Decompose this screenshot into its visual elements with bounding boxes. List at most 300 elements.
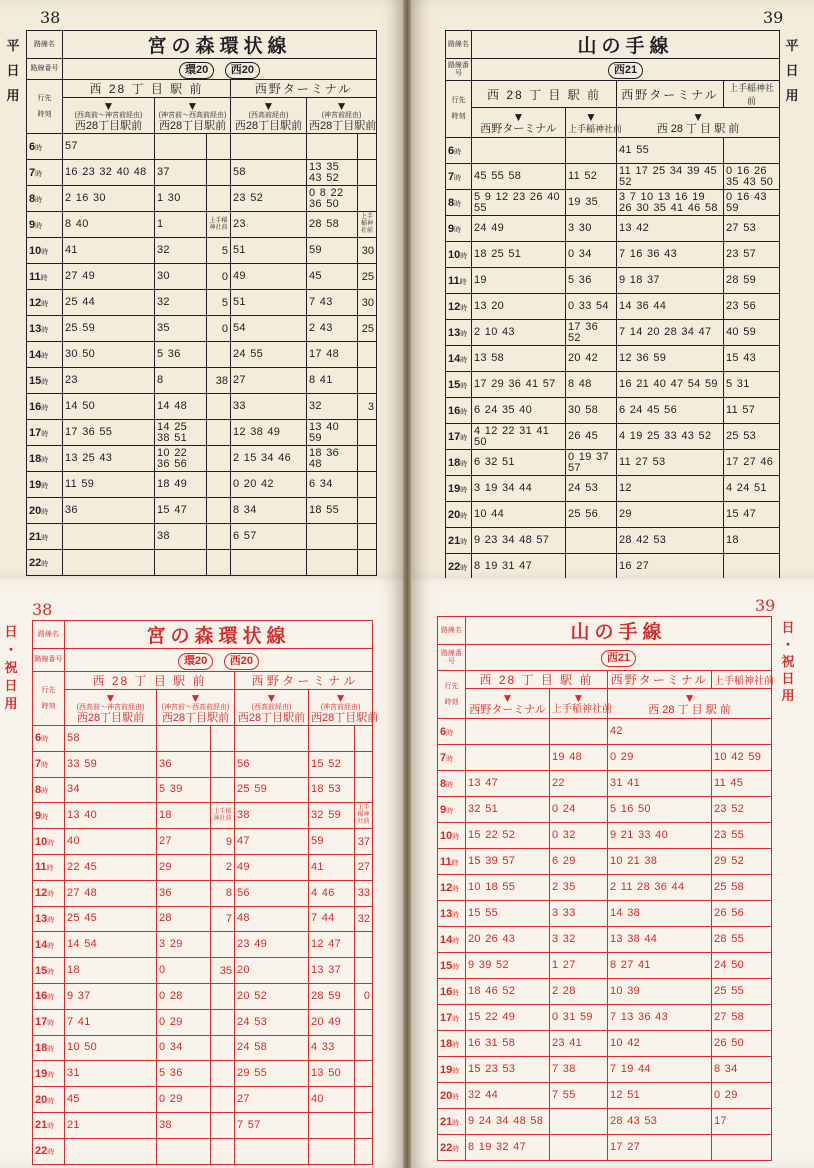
- shrine-column-caption: 上手稲神社前: [209, 217, 228, 231]
- minutes-cell: 9 23 34 48 57: [472, 528, 566, 554]
- side-char: 用: [4, 697, 18, 712]
- shrine-minutes-cell: 38: [207, 368, 231, 394]
- weekday-spread: [0, 0, 814, 578]
- minutes-cell: 25 55: [712, 979, 772, 1005]
- minutes-cell: [157, 726, 211, 752]
- minutes-cell: 12 47: [309, 932, 355, 958]
- minutes-cell: [231, 134, 307, 160]
- hour-value: 19: [29, 478, 42, 491]
- timetable-row: [438, 745, 772, 771]
- minutes-cell: [466, 719, 550, 745]
- minutes-cell: 0 8 22 36 50: [307, 186, 358, 212]
- minutes-cell: 0 32: [550, 823, 608, 849]
- minutes-cell: 17 29 36 41 57: [472, 372, 566, 398]
- shrine-minutes-cell: [207, 472, 231, 498]
- minutes-cell: 59: [309, 829, 355, 855]
- timetable-row: [27, 394, 377, 420]
- hour-suffix: 時: [41, 430, 49, 438]
- minutes-cell: 26 50: [712, 1031, 772, 1057]
- column-destination: 西28丁目駅前: [234, 119, 303, 132]
- hour-suffix: 時: [47, 994, 55, 1002]
- hour-suffix: 時: [47, 1020, 55, 1028]
- minutes-cell: 4 33: [309, 1035, 355, 1061]
- hour-value: 17: [440, 1011, 453, 1024]
- side-char: 日: [785, 64, 799, 79]
- minutes-cell: 7 14 20 28 34 47: [617, 320, 724, 346]
- minutes-cell: 16 31 58: [466, 1031, 550, 1057]
- shrine-minutes-cell: 9: [211, 829, 235, 855]
- timetable-row: [446, 528, 780, 554]
- hour-suffix: 時: [452, 833, 460, 841]
- hour-cell: [438, 797, 466, 823]
- arrow-down-icon: ▼: [501, 690, 514, 705]
- hour-suffix: 時: [460, 252, 468, 260]
- minutes-cell: 0 34: [157, 1035, 211, 1061]
- timetable-row: [446, 346, 780, 372]
- shrine-column-caption: 上手稲神社前: [357, 805, 370, 826]
- minutes-cell: 13 42: [617, 216, 724, 242]
- hour-cell: [446, 528, 472, 554]
- hour-value: 8: [440, 777, 447, 790]
- minutes-cell: 10 21 38: [608, 849, 712, 875]
- hour-cell: [446, 320, 472, 346]
- minutes-cell: 0 20 42: [231, 472, 307, 498]
- minutes-cell: 32: [307, 394, 358, 420]
- hour-value: 13: [440, 907, 453, 920]
- minutes-cell: 17 27 46: [724, 450, 780, 476]
- minutes-cell: 11 27 53: [617, 450, 724, 476]
- minutes-cell: 27 58: [712, 1005, 772, 1031]
- arrow-down-icon: ▼: [262, 98, 275, 113]
- minutes-cell: 0 19 37 57: [566, 450, 617, 476]
- hour-cell: [33, 1009, 65, 1035]
- holiday-miyanomori-timetable: [32, 620, 379, 1165]
- minutes-cell: 0 29: [608, 745, 712, 771]
- minutes-cell: 16 23 32 40 48: [63, 160, 155, 186]
- route-chips: [466, 645, 772, 671]
- hour-suffix: 時: [40, 274, 48, 282]
- column-destination: 上手稲神社前: [552, 703, 612, 715]
- shrine-minutes-cell: [211, 751, 235, 777]
- hour-value: 20: [29, 504, 42, 517]
- timetable-row: [438, 1031, 772, 1057]
- shrine-minutes-cell: [207, 134, 231, 160]
- hour-suffix: 時: [452, 911, 460, 919]
- hour-value: 7: [440, 751, 447, 764]
- timetable-row: [27, 524, 377, 550]
- shrine-minutes-cell: [355, 932, 373, 958]
- hour-cell: [446, 164, 472, 190]
- minutes-cell: 10 18 55: [466, 875, 550, 901]
- column-destination: 西28丁目駅前: [309, 119, 377, 132]
- minutes-cell: 16 27: [617, 554, 724, 580]
- minutes-cell: 9 39 52: [466, 953, 550, 979]
- arrow-down-icon: ▼: [585, 109, 597, 124]
- minutes-cell: 8 48: [566, 372, 617, 398]
- minutes-cell: 8 34: [712, 1057, 772, 1083]
- hour-cell: [438, 1109, 466, 1135]
- minutes-cell: 41 55: [617, 138, 724, 164]
- hour-value: 11: [440, 855, 452, 868]
- hour-value: 11: [448, 274, 460, 287]
- minutes-cell: 6 32 51: [472, 450, 566, 476]
- hour-cell: [438, 1005, 466, 1031]
- hour-suffix: 時: [460, 538, 468, 546]
- weekday-side-label: [4, 34, 22, 109]
- minutes-cell: 13 58: [472, 346, 566, 372]
- hour-value: 14: [35, 938, 48, 951]
- hour-cell: [446, 424, 472, 450]
- minutes-cell: 2 11 28 36 44: [608, 875, 712, 901]
- hour-suffix: 時: [446, 807, 454, 815]
- minutes-cell: 11 45: [712, 771, 772, 797]
- hour-suffix: 時: [452, 989, 460, 997]
- minutes-cell: 26 56: [712, 901, 772, 927]
- column-header: [309, 690, 379, 726]
- hour-suffix: 時: [460, 512, 468, 520]
- minutes-cell: 14 48: [155, 394, 207, 420]
- minutes-cell: [157, 1138, 211, 1164]
- minutes-cell: 23 52: [712, 797, 772, 823]
- hour-cell: [27, 316, 63, 342]
- hour-suffix: 時: [47, 1123, 55, 1131]
- hour-suffix: 時: [452, 1119, 460, 1127]
- minutes-cell: 28 43 53: [608, 1109, 712, 1135]
- column-via: (神宮前経由): [320, 703, 361, 711]
- timetable-row: [27, 550, 377, 576]
- minutes-cell: [466, 745, 550, 771]
- hour-suffix: 時: [41, 560, 49, 568]
- route-chip: 西21: [608, 62, 643, 79]
- hour-suffix: 時: [47, 968, 55, 976]
- hour-value: 16: [448, 404, 461, 417]
- minutes-cell: 20 26 43: [466, 927, 550, 953]
- holiday-right-page: [411, 578, 814, 1168]
- hour-cell: [446, 398, 472, 424]
- minutes-cell: 25 53: [724, 424, 780, 450]
- timetable-row: [33, 958, 373, 984]
- shrine-minutes-cell: [358, 472, 377, 498]
- minutes-cell: 19: [472, 268, 566, 294]
- minutes-cell: 56: [235, 751, 309, 777]
- hour-suffix: 時: [460, 434, 468, 442]
- shrine-minutes-cell: 0: [207, 316, 231, 342]
- destination-label: 行先: [444, 682, 459, 690]
- timetable-row: [438, 953, 772, 979]
- minutes-cell: [235, 726, 309, 752]
- minutes-cell: 32 59: [309, 803, 355, 829]
- minutes-cell: 7 41: [65, 1009, 157, 1035]
- minutes-cell: 29 55: [235, 1061, 309, 1087]
- column-destination: 西野ターミナル: [469, 703, 546, 716]
- route-number-label: 路線番号: [446, 59, 472, 81]
- minutes-cell: 8 19 32 47: [466, 1135, 550, 1161]
- route-chip: 環20: [178, 653, 213, 670]
- minutes-cell: 10 22 36 56: [155, 446, 207, 472]
- minutes-cell: [155, 134, 207, 160]
- shrine-minutes-cell: [207, 420, 231, 446]
- hour-value: 12: [35, 887, 48, 900]
- minutes-cell: 20 42: [566, 346, 617, 372]
- minutes-cell: 3 7 10 13 16 19 26 30 35 41 46 58: [617, 190, 724, 216]
- destination-time-label: [27, 80, 63, 134]
- minutes-cell: 24 50: [712, 953, 772, 979]
- timetable-row: [27, 368, 377, 394]
- hour-cell: [33, 829, 65, 855]
- shrine-minutes-cell: [355, 726, 373, 752]
- hour-value: 17: [29, 426, 42, 439]
- minutes-cell: 15 23 53: [466, 1057, 550, 1083]
- shrine-minutes-cell: [211, 932, 235, 958]
- timetable-row: [438, 1057, 772, 1083]
- timetable-row: [33, 751, 373, 777]
- minutes-cell: [712, 1135, 772, 1161]
- timetable-row: [27, 498, 377, 524]
- route-chip: 西20: [224, 653, 259, 670]
- line-name-label: 路線名: [33, 621, 65, 649]
- minutes-cell: 18 46 52: [466, 979, 550, 1005]
- destination-header: 西野ターミナル: [231, 80, 377, 98]
- minutes-cell: 2 35: [550, 875, 608, 901]
- minutes-cell: 29: [157, 854, 211, 880]
- hour-value: 22: [35, 1145, 48, 1158]
- minutes-cell: 5 9 12 23 26 40 55: [472, 190, 566, 216]
- column-via: (神宮前〜西高前経由): [161, 703, 230, 711]
- minutes-cell: 15 39 57: [466, 849, 550, 875]
- minutes-cell: 6 57: [231, 524, 307, 550]
- timetable-row: [446, 372, 780, 398]
- minutes-cell: 14 50: [63, 394, 155, 420]
- minutes-cell: 45 55 58: [472, 164, 566, 190]
- minutes-cell: 36: [63, 498, 155, 524]
- minutes-cell: 17 36 52: [566, 320, 617, 346]
- hour-cell: [438, 1135, 466, 1161]
- timetable-row: [446, 320, 780, 346]
- route-chips: [63, 59, 377, 80]
- hour-suffix: 時: [41, 248, 49, 256]
- shrine-minutes-cell: [358, 160, 377, 186]
- shrine-minutes-cell: [355, 751, 373, 777]
- minutes-cell: 7 44: [309, 906, 355, 932]
- hour-cell: [33, 1112, 65, 1138]
- hour-cell: [27, 394, 63, 420]
- line-name-label: 路線名: [438, 617, 466, 645]
- side-char: 用: [785, 89, 799, 104]
- timetable-row: [27, 446, 377, 472]
- hour-value: 22: [448, 560, 461, 573]
- column-destination: 上手稲神社前: [568, 123, 623, 134]
- minutes-cell: 0 28: [157, 983, 211, 1009]
- hour-value: 21: [29, 530, 42, 543]
- hour-value: 11: [29, 270, 41, 283]
- minutes-cell: 13 35 43 52: [307, 160, 358, 186]
- hour-suffix: 時: [452, 937, 460, 945]
- column-header: [550, 689, 612, 719]
- minutes-cell: 11 52: [566, 164, 617, 190]
- hour-cell: [33, 1061, 65, 1087]
- arrow-down-icon: ▼: [104, 690, 117, 705]
- holiday-yamanote-timetable: [437, 616, 772, 1161]
- minutes-cell: 0 16 26 35 43 50: [724, 164, 780, 190]
- hour-value: 8: [29, 192, 36, 205]
- side-char: ・: [781, 638, 795, 653]
- shrine-minutes-cell: [207, 160, 231, 186]
- timetable-row: [33, 829, 373, 855]
- destination-time-label: [438, 671, 466, 719]
- shrine-minutes-cell: [355, 1087, 373, 1113]
- minutes-cell: 27: [235, 1087, 309, 1113]
- hour-value: 14: [448, 352, 461, 365]
- minutes-cell: 11 57: [724, 398, 780, 424]
- hour-value: 11: [35, 861, 47, 874]
- timetable-row: [438, 1005, 772, 1031]
- hour-suffix: 時: [47, 942, 55, 950]
- minutes-cell: 14 25 38 51: [155, 420, 207, 446]
- minutes-cell: 19 35: [566, 190, 617, 216]
- minutes-cell: 0 16 43 59: [724, 190, 780, 216]
- minutes-cell: 19 48: [550, 745, 608, 771]
- column-via: (西高前経由): [248, 111, 289, 119]
- timetable-row: [27, 290, 377, 316]
- shrine-minutes-cell: 2: [211, 854, 235, 880]
- minutes-cell: 13 37: [309, 958, 355, 984]
- minutes-cell: 25 45: [65, 906, 157, 932]
- shrine-minutes-cell: [358, 186, 377, 212]
- page-number: 39: [755, 596, 776, 615]
- destination-header: 上手稲神社前: [712, 671, 772, 689]
- destination-header: 西野ターミナル: [608, 671, 712, 689]
- minutes-cell: 0 24: [550, 797, 608, 823]
- minutes-cell: 3 29: [157, 932, 211, 958]
- column-destination: 西28丁目駅前: [237, 711, 306, 724]
- destination-header: 西 28 丁 目 駅 前: [63, 80, 231, 98]
- side-char: 日: [781, 672, 795, 687]
- shrine-minutes-cell: [211, 803, 235, 829]
- column-header: [155, 98, 231, 134]
- hour-cell: [27, 342, 63, 368]
- destination-label: 行先: [451, 97, 466, 104]
- hour-cell: [27, 290, 63, 316]
- shrine-minutes-cell: [355, 803, 373, 829]
- hour-suffix: 時: [460, 356, 468, 364]
- shrine-minutes-cell: 0: [355, 983, 373, 1009]
- shrine-minutes-cell: 7: [211, 906, 235, 932]
- line-name-label: 路線名: [27, 31, 63, 59]
- minutes-cell: 30 58: [566, 398, 617, 424]
- timetable-row: [446, 216, 780, 242]
- holiday-side-label: [2, 624, 20, 714]
- page-number: 38: [40, 8, 61, 27]
- hour-cell: [438, 979, 466, 1005]
- shrine-minutes-cell: [211, 1087, 235, 1113]
- minutes-cell: 9 21 33 40: [608, 823, 712, 849]
- minutes-cell: [65, 1138, 157, 1164]
- hour-cell: [446, 346, 472, 372]
- timetable-row: [438, 875, 772, 901]
- minutes-cell: 15 22 52: [466, 823, 550, 849]
- hour-value: 9: [448, 222, 455, 235]
- timetable-row: [446, 398, 780, 424]
- hour-suffix: 時: [35, 222, 43, 230]
- timetable-row: [446, 190, 780, 216]
- hour-value: 13: [35, 912, 48, 925]
- hour-value: 10: [448, 248, 461, 261]
- minutes-cell: 10 44: [472, 502, 566, 528]
- side-char: 平: [6, 39, 20, 54]
- minutes-cell: 24 49: [472, 216, 566, 242]
- minutes-cell: 6 34: [307, 472, 358, 498]
- shrine-minutes-cell: [207, 212, 231, 238]
- shrine-minutes-cell: 30: [358, 290, 377, 316]
- timetable-row: [33, 1035, 373, 1061]
- hour-cell: [438, 745, 466, 771]
- minutes-cell: 0 29: [157, 1087, 211, 1113]
- route-chips: [65, 649, 373, 672]
- minutes-cell: 32 44: [466, 1083, 550, 1109]
- minutes-cell: 37: [155, 160, 207, 186]
- minutes-cell: [550, 1109, 608, 1135]
- holiday-spread: [0, 578, 814, 1168]
- minutes-cell: 9 24 34 48 58: [466, 1109, 550, 1135]
- shrine-minutes-cell: 5: [207, 290, 231, 316]
- minutes-cell: 13 40: [65, 803, 157, 829]
- shrine-minutes-cell: [358, 446, 377, 472]
- shrine-minutes-cell: [207, 186, 231, 212]
- timetable-row: [33, 1112, 373, 1138]
- minutes-cell: 38: [155, 524, 207, 550]
- shrine-minutes-cell: [211, 1138, 235, 1164]
- shrine-minutes-cell: [207, 394, 231, 420]
- weekday-side-label: [783, 34, 801, 109]
- hour-cell: [438, 901, 466, 927]
- minutes-cell: 48: [235, 906, 309, 932]
- hour-suffix: 時: [47, 891, 55, 899]
- shrine-column-caption: 上手稲神社前: [361, 214, 374, 234]
- minutes-cell: 24 58: [235, 1035, 309, 1061]
- hour-value: 18: [440, 1037, 453, 1050]
- minutes-cell: 42: [608, 719, 712, 745]
- minutes-cell: 38: [235, 803, 309, 829]
- arrow-down-icon: ▼: [692, 109, 704, 124]
- shrine-minutes-cell: [211, 1112, 235, 1138]
- hour-suffix: 時: [446, 781, 454, 789]
- hour-cell: [33, 1087, 65, 1113]
- minutes-cell: 33: [231, 394, 307, 420]
- minutes-cell: [724, 138, 780, 164]
- minutes-cell: 45: [307, 264, 358, 290]
- hour-cell: [27, 186, 63, 212]
- hour-suffix: 時: [41, 326, 49, 334]
- hour-cell: [438, 1083, 466, 1109]
- minutes-cell: 10 42 59: [712, 745, 772, 771]
- holiday-side-label: [779, 620, 797, 705]
- hour-value: 19: [448, 482, 461, 495]
- timetable-row: [438, 1135, 772, 1161]
- minutes-cell: [307, 134, 358, 160]
- hour-suffix: 時: [452, 1041, 460, 1049]
- minutes-cell: 9 18 37: [617, 268, 724, 294]
- timetable-row: [446, 138, 780, 164]
- hour-value: 7: [448, 170, 455, 183]
- hour-cell: [27, 446, 63, 472]
- minutes-cell: [309, 1138, 355, 1164]
- minutes-cell: 11 59: [63, 472, 155, 498]
- hour-value: 17: [448, 430, 461, 443]
- shrine-minutes-cell: 32: [355, 906, 373, 932]
- hour-cell: [33, 726, 65, 752]
- hour-suffix: 時: [452, 1093, 460, 1101]
- hour-value: 12: [29, 296, 42, 309]
